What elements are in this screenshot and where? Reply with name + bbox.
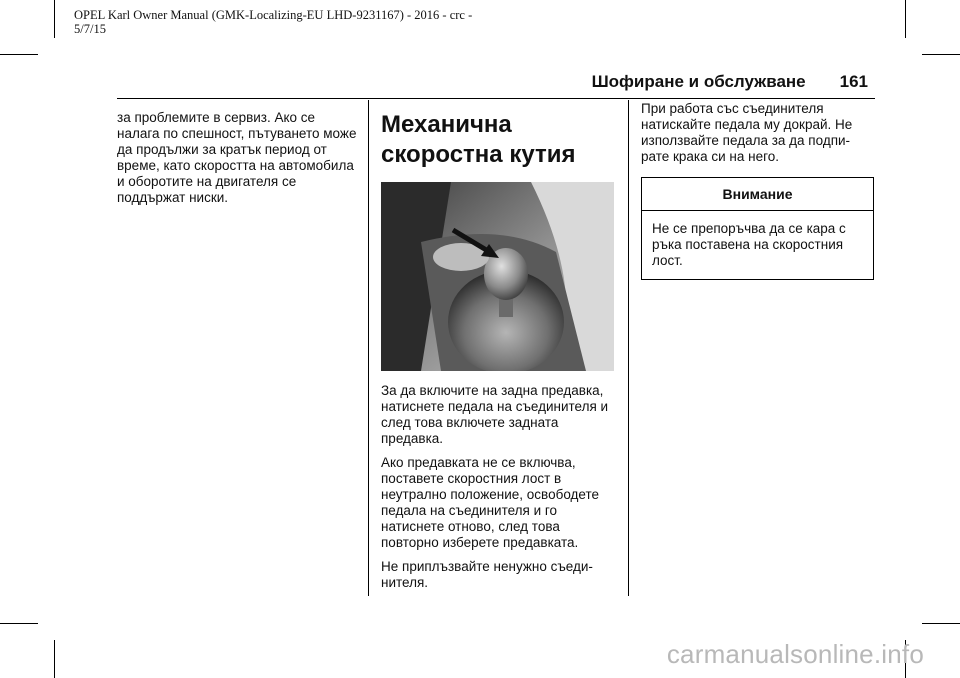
body-paragraph: Ако предавката не се включва, поставете скоростния лост в неутрално положение, освободете педала на съединителя и го натиснете отново, след това повторно изберете предавката. xyxy=(381,455,600,550)
crop-mark xyxy=(922,623,960,624)
heading-line: скоростна кутия xyxy=(381,141,576,168)
body-paragraph: За да включите на задна предавка, натиснете педала на съединителя и след това включете задната предавка. xyxy=(381,383,609,446)
header-rule xyxy=(117,98,875,99)
column-3 xyxy=(641,101,875,280)
crop-mark xyxy=(905,0,906,38)
section-header xyxy=(592,72,868,92)
warning-box xyxy=(641,177,874,280)
column-1 xyxy=(117,110,357,214)
doc-date-line: 5/7/15 xyxy=(74,22,106,36)
heading-manual-transmission xyxy=(381,110,621,170)
page-number: 161 xyxy=(839,72,868,91)
warning-title: Внимание xyxy=(642,178,873,211)
crop-mark xyxy=(54,640,55,678)
crop-mark xyxy=(54,0,55,38)
document-header xyxy=(74,8,594,36)
watermark: carmanualsonline.info xyxy=(666,639,924,669)
heading-line: Механична xyxy=(381,111,512,138)
section-title: Шофиране и обслужване xyxy=(591,72,806,91)
body-paragraph: за проблемите в сервиз. Ако се налага по спешност, пътуването може да продължи за кратък период от време, като скоростта на автомобила и оборотите на двигателя се поддържат ниски. xyxy=(117,110,357,205)
column-divider xyxy=(628,100,629,596)
crop-mark xyxy=(0,54,38,55)
body-paragraph: При работа със съединителя натискайте педала му докрай. Не използвайте педала за да подпи- рате крака си на него. xyxy=(641,101,853,164)
crop-mark xyxy=(0,623,38,624)
column-2 xyxy=(381,110,621,599)
crop-mark xyxy=(922,54,960,55)
doc-title-line: OPEL Karl Owner Manual (GMK-Localizing-EU LHD-9231167) - 2016 - crc - xyxy=(74,8,473,22)
column-divider xyxy=(368,100,369,596)
warning-text: Не се препоръчва да се кара с ръка поставена на скоростния лост. xyxy=(652,221,846,268)
gear-lever-photo xyxy=(381,182,614,371)
body-paragraph: Не приплъзвайте ненужно съеди- нителя. xyxy=(381,559,593,590)
